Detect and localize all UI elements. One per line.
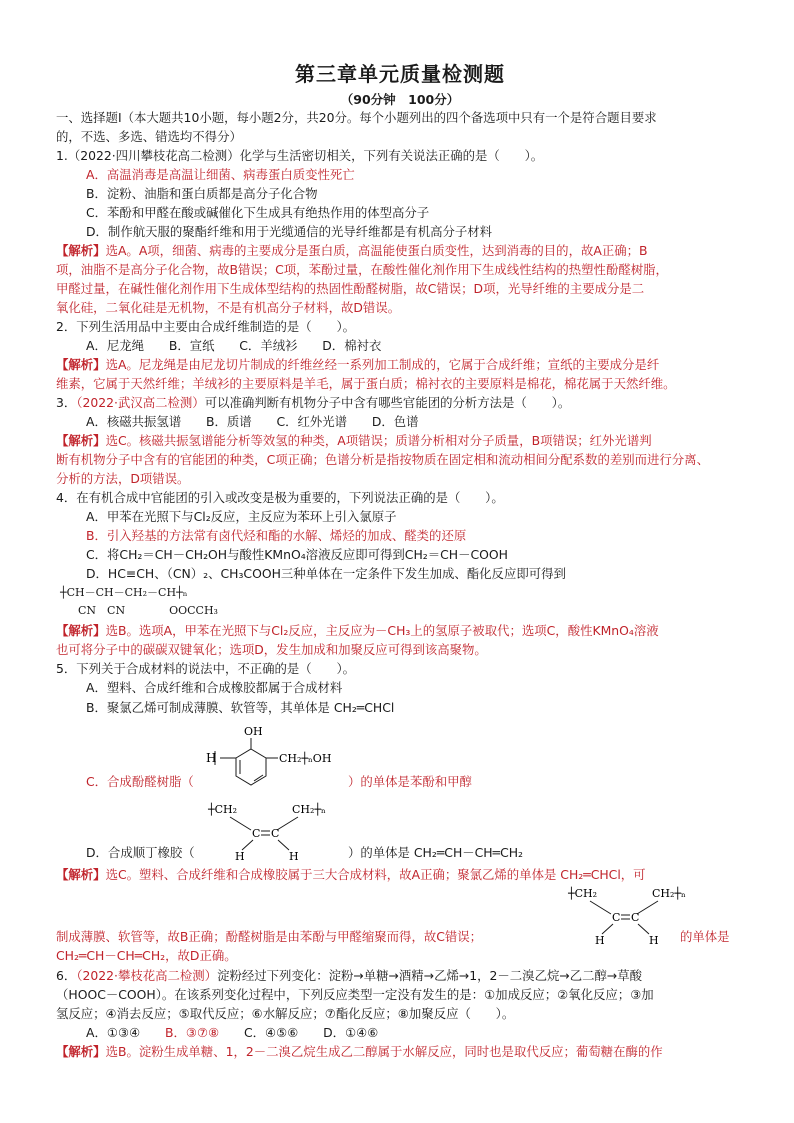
q2-explanation-line-1: 【解析】选A。尼龙绳是由尼龙切片制成的纤维丝经一系列加工制成的，它属于合成纤维；宣纸的主要成分是纤 <box>56 357 660 372</box>
q6-source: （2022·攀枝花高二检测） <box>76 968 218 983</box>
analysis-tag: 【解析】 <box>56 623 106 638</box>
page-title: 第三章单元质量检测题 <box>295 62 505 86</box>
q5-explanation-line-2-suffix: 的单体是 <box>680 929 730 944</box>
structure-oh-label: OH <box>244 725 263 738</box>
q2-stem: 2．下列生活用品中主要由合成纤维制造的是（ ）。 <box>56 319 356 334</box>
q1-explanation-line-2: 项，油脂不是高分子化合物，故B错误；C项，苯酚过量，在酸性催化剂作用下生成线性结构的热塑性酚醛树脂， <box>56 262 668 277</box>
q4-polymer-formula-bottom: CN CN OOCCH₃ <box>78 604 218 617</box>
q3-options: A．核磁共振氢谱 B．质谱 C．红外光谱 D．色谱 <box>86 414 419 429</box>
q4-option-b: B．引入羟基的方法常有卤代烃和酯的水解、烯烃的加成、醛类的还原 <box>86 528 467 543</box>
q3-explanation-line-1: 【解析】选C。核磁共振氢谱能分析等效氢的种类，A项错误；质谱分析相对分子质量，B项错误；红外光谱判 <box>56 433 652 448</box>
structure-c2-label: C <box>631 911 640 924</box>
q4-option-d: D．HC≡CH、（CN）₂、CH₃COOH三种单体在一定条件下发生加成、酯化反应即可得到 <box>86 566 566 581</box>
analysis-tag: 【解析】 <box>56 243 106 258</box>
page-subtitle: （90分钟 100分） <box>340 92 460 107</box>
structure-c1-label: C <box>612 911 621 924</box>
structure-h2-label: H <box>649 934 659 946</box>
structure-ch2-right-label: CH₂┼ₙ <box>292 803 326 816</box>
q3-explanation-line-2: 断有机物分子中含有的官能团的种类，C项正确；色谱分析是指按物质在固定相和流动相间分配系数的差别而进行分离、 <box>56 452 709 467</box>
structure-ch2-right-label: CH₂┼ₙ <box>652 887 686 900</box>
q6-options: A．①③④ B．③⑦⑧ C．④⑤⑥ D．①④⑥ <box>86 1025 379 1040</box>
q1-option-b: B．淀粉、油脂和蛋白质都是高分子化合物 <box>86 186 318 201</box>
q5-option-d-suffix: ）的单体是 CH₂═CH－CH═CH₂ <box>348 845 524 860</box>
structure-ch2oh-label: CH₂┼ₙOH <box>279 752 332 765</box>
section-intro-line-1: 一、选择题Ⅰ（本大题共10小题，每小题2分，共20分。每个小题列出的四个备选项中只有一个是符合题目要求 <box>56 110 657 125</box>
q5-option-d-prefix: D．合成顺丁橡胶（ <box>86 845 195 860</box>
structure-h-label: H <box>206 751 217 765</box>
q1-stem: 1.（2022·四川攀枝花高二检测）化学与生活密切相关，下列有关说法正确的是（ ）。 <box>56 148 544 163</box>
q5-explanation-line-2: 制成薄膜、软管等，故B正确；酚醛树脂是由苯酚与甲醛缩聚而得，故C错误； <box>56 929 483 944</box>
structure-c1-label: C <box>252 827 261 840</box>
q1-explanation-line-3: 甲醛过量，在碱性催化剂作用下生成体型结构的热固性酚醛树脂，故C错误；D项，光导纤维的主要成分是二 <box>56 281 645 296</box>
q5-explanation-line-1: 【解析】选C。塑料、合成纤维和合成橡胶属于三大合成材料，故A正确；聚氯乙烯的单体是 CH₂═CHCl，可 <box>56 867 646 882</box>
analysis-tag: 【解析】 <box>56 433 106 448</box>
q6-stem-line-3: 氢反应；④消去反应；⑤取代反应；⑥水解反应；⑦酯化反应；⑧加聚反应（ ）。 <box>56 1006 515 1021</box>
q4-explanation-line-2: 也可将分子中的碳碳双键氧化；选项D，发生加成和加聚反应可得到该高聚物。 <box>56 642 487 657</box>
q2-explanation-line-2: 维素，它属于天然纤维；羊绒衫的主要原料是羊毛，属于蛋白质；棉衬衣的主要原料是棉花，棉花属于天然纤维。 <box>56 376 676 391</box>
q5-explanation-line-3: CH₂═CH－CH═CH₂，故D正确。 <box>56 948 237 963</box>
structure-ch2-left-label: ┼CH₂ <box>568 887 598 900</box>
q5-option-c-suffix: ）的单体是苯酚和甲醇 <box>348 774 472 789</box>
q4-polymer-formula-top: ┼CH－CH－CH₂－CH┼ₙ <box>60 586 188 599</box>
q5-option-c-prefix: C．合成酚醛树脂（ <box>86 774 194 789</box>
structure-ch2-left-label: ┼CH₂ <box>208 803 238 816</box>
q3-explanation-line-3: 分析的方法，D项错误。 <box>56 471 190 486</box>
phenolic-resin-structure <box>206 722 356 798</box>
q5-option-b: B．聚氯乙烯可制成薄膜、软管等，其单体是 CH₂═CHCl <box>86 700 395 715</box>
q1-option-d: D．制作航天服的聚酯纤维和用于光缆通信的光导纤维都是有机高分子材料 <box>86 224 493 239</box>
analysis-tag: 【解析】 <box>56 357 106 372</box>
structure-c2-label: C <box>271 827 280 840</box>
structure-h2-label: H <box>289 850 299 862</box>
q2-options: A．尼龙绳 B．宣纸 C．羊绒衫 D．棉衬衣 <box>86 338 382 353</box>
q4-option-a: A．甲苯在光照下与Cl₂反应，主反应为苯环上引入氯原子 <box>86 509 397 524</box>
q1-explanation-line-1: 【解析】选A。A项，细菌、病毒的主要成分是蛋白质，高温能使蛋白质变性，达到消毒的目的，故A正确；B <box>56 243 648 258</box>
q1-option-c: C．苯酚和甲醛在酸或碱催化下生成具有绝热作用的体型高分子 <box>86 205 430 220</box>
q6-explanation-line-1: 【解析】选B。淀粉生成单糖、1，2－二溴乙烷生成乙二醇属于水解反应，同时也是取代反应；葡萄糖在酶的作 <box>56 1044 663 1059</box>
q5-stem: 5．下列关于合成材料的说法中，不正确的是（ ）。 <box>56 661 356 676</box>
q4-option-c: C．将CH₂＝CH－CH₂OH与酸性KMnO₄溶液反应即可得到CH₂＝CH－COOH <box>86 547 508 562</box>
q6-option-b: B．③⑦⑧ <box>164 1025 220 1040</box>
structure-h1-label: H <box>595 934 605 946</box>
q3-stem: 3．（2022·武汉高二检测）可以准确判断有机物分子中含有哪些官能团的分析方法是（ ）。 <box>56 395 571 410</box>
butadiene-rubber-structure <box>206 800 336 862</box>
q4-explanation-line-1: 【解析】选B。选项A，甲苯在光照下与Cl₂反应，主反应为－CH₃上的氢原子被取代；选项C，酸性KMnO₄溶液 <box>56 623 659 638</box>
section-intro-line-2: 的，不选、多选、错选均不得分） <box>56 129 242 144</box>
q6-stem-line-2: （HOOC－COOH）。在该系列变化过程中，下列反应类型一定没有发生的是：①加成反应；②氧化反应；③加 <box>56 987 654 1002</box>
q3-source: （2022·武汉高二检测） <box>76 395 205 410</box>
q5-option-a: A．塑料、合成纤维和合成橡胶都属于合成材料 <box>86 680 343 695</box>
q4-stem: 4．在有机合成中官能团的引入或改变是极为重要的，下列说法正确的是（ ）。 <box>56 490 504 505</box>
structure-h1-label: H <box>235 850 245 862</box>
q1-option-a: A．高温消毒是高温让细菌、病毒蛋白质变性死亡 <box>86 167 355 182</box>
analysis-tag: 【解析】 <box>56 867 106 882</box>
q1-explanation-line-4: 氧化硅，二氧化硅是无机物，不是有机高分子材料，故D错误。 <box>56 300 401 315</box>
butadiene-rubber-structure-explanation <box>566 884 696 946</box>
analysis-tag: 【解析】 <box>56 1044 106 1059</box>
q6-stem-line-1: 6．（2022·攀枝花高二检测）淀粉经过下列变化：淀粉→单糖→酒精→乙烯→1，2－二溴乙烷→乙二醇→草酸 <box>56 968 643 983</box>
